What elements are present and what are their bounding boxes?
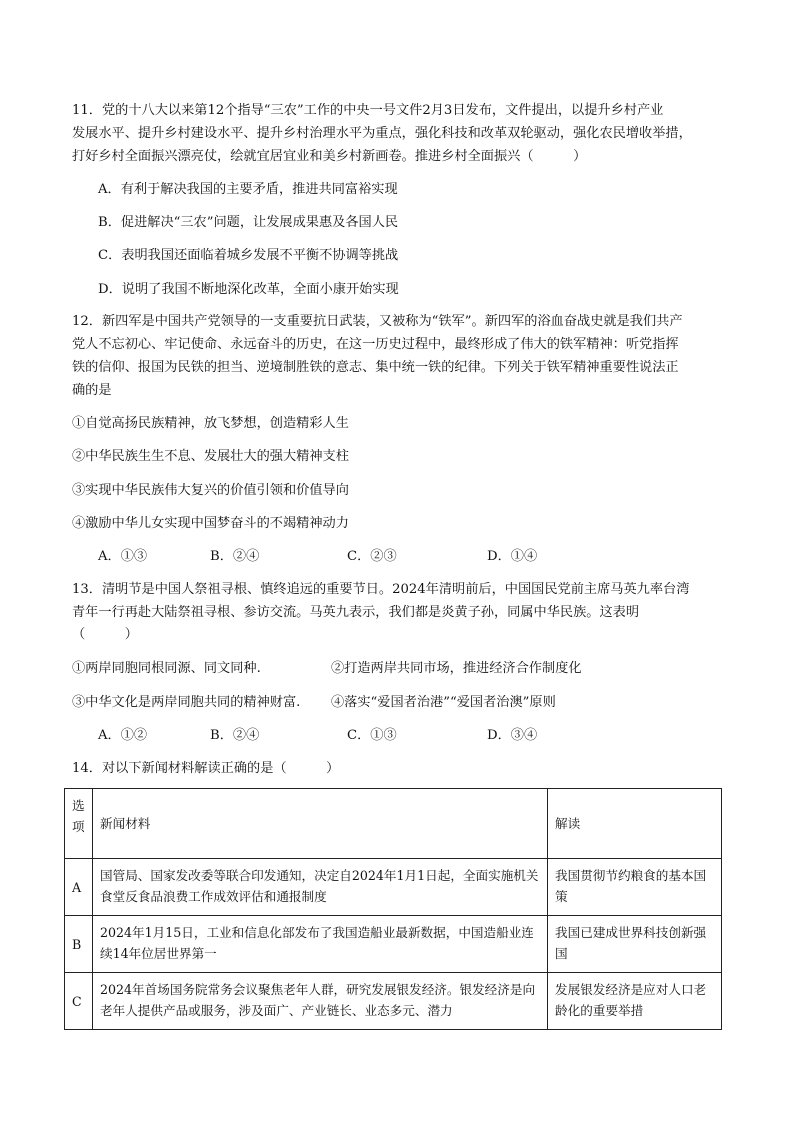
q12-stem-line-1: 12．新四军是中国共产党领导的一支重要抗日武装，又被称为“铁军”。新四军的浴血奋战史就是我们共产 — [72, 314, 683, 329]
q12-item-4: ④激励中华儿女实现中国梦奋斗的不竭精神动力 — [72, 516, 349, 531]
q13-choice-b: B．②④ — [210, 728, 260, 743]
q13-choice-a: A．①② — [98, 728, 148, 743]
row-reading: 发展银发经济是应对人口老龄化的重要举措 — [548, 973, 722, 1030]
q12-choice-a: A．①③ — [98, 549, 148, 564]
row-reading: 我国贯彻节约粮食的基本国策 — [548, 859, 722, 916]
q12-item-2: ②中华民族生生不息、发展壮大的强大精神支柱 — [72, 449, 349, 464]
row-key: A — [65, 859, 93, 916]
q11-stem-line-2: 发展水平、提升乡村建设水平、提升乡村治理水平为重点，强化科技和改革双轮驱动，强化农民增收举措， — [72, 126, 692, 141]
q12-item-1: ①自觉高扬民族精神，放飞梦想，创造精彩人生 — [72, 416, 349, 431]
q13-choice-d: D．③④ — [487, 728, 538, 743]
q12-stem-line-2: 党人不忘初心、牢记使命、永远奋斗的历史，在这一历史过程中，最终形成了伟大的铁军精神：听党指挥 — [72, 337, 679, 352]
table-row — [65, 973, 722, 1030]
q13-stem-line-1: 13．清明节是中国人祭祖寻根、慎终追远的重要节日。2024年清明前后，中国国民党前主席马英九率台湾 — [72, 582, 690, 597]
q11-option-b: B．促进解决“三农”问题，让发展成果惠及各国人民 — [98, 215, 399, 230]
q13-item-1: ①两岸同胞同根同源、同文同种. — [72, 661, 261, 676]
q13-item-2: ②打造两岸共同市场，推进经济合作制度化 — [331, 661, 582, 676]
q12-choice-c: C．②③ — [347, 549, 397, 564]
header-option: 选项 — [65, 789, 93, 859]
row-key: C — [65, 973, 93, 1030]
q13-item-3: ③中华文化是两岸同胞共同的精神财富. — [72, 695, 301, 710]
q14-stem: 14．对以下新闻材料解读正确的是（ ） — [72, 761, 340, 776]
row-news: 国管局、国家发改委等联合印发通知，决定自2024年1月1日起，全面实施机关食堂反食品浪费工作成效评估和通报制度 — [93, 859, 548, 916]
table-row — [65, 916, 722, 973]
q11-stem-line-1: 11．党的十八大以来第12个指导“三农”工作的中央一号文件2月3日发布，文件提出，以提升乡村产业 — [72, 103, 664, 118]
q13-stem-line-3: （ ） — [72, 627, 138, 642]
row-reading: 我国已建成世界科技创新强国 — [548, 916, 722, 973]
q11-option-d: D．说明了我国不断地深化改革，全面小康开始实现 — [98, 282, 399, 297]
q13-item-4: ④落实“爱国者治港”“爱国者治澳”原则 — [331, 695, 556, 710]
q12-stem-line-3: 铁的信仰、报国为民铁的担当、逆境制胜铁的意志、集中统一铁的纪律。下列关于铁军精神重要性说法正 — [72, 360, 679, 375]
q12-item-3: ③实现中华民族伟大复兴的价值引领和价值导向 — [72, 483, 349, 498]
header-reading: 解读 — [548, 789, 722, 859]
news-table — [64, 788, 722, 1030]
header-news: 新闻材料 — [93, 789, 548, 859]
q13-choice-c: C．①③ — [347, 728, 397, 743]
q11-option-c: C．表明我国还面临着城乡发展不平衡不协调等挑战 — [98, 248, 399, 263]
table-header-row — [65, 789, 722, 859]
row-news: 2024年首场国务院常务会议聚焦老年人群，研究发展银发经济。银发经济是向老年人提供产品或服务，涉及面广、产业链长、业态多元、潜力 — [93, 973, 548, 1030]
q11-stem-line-3: 打好乡村全面振兴漂亮仗，绘就宜居宜业和美乡村新画卷。推进乡村全面振兴（ ） — [72, 149, 587, 164]
table-row — [65, 859, 722, 916]
q12-choice-b: B．②④ — [210, 549, 260, 564]
row-key: B — [65, 916, 93, 973]
q11-option-a: A．有利于解决我国的主要矛盾，推进共同富裕实现 — [98, 182, 398, 197]
q12-stem-line-4: 确的是 — [72, 383, 112, 398]
row-news: 2024年1月15日，工业和信息化部发布了我国造船业最新数据，中国造船业连续14年位居世界第一 — [93, 916, 548, 973]
q13-stem-line-2: 青年一行再赴大陆祭祖寻根、参访交流。马英九表示，我们都是炎黄子孙，同属中华民族。这表明 — [72, 605, 640, 620]
q12-choice-d: D．①④ — [487, 549, 538, 564]
